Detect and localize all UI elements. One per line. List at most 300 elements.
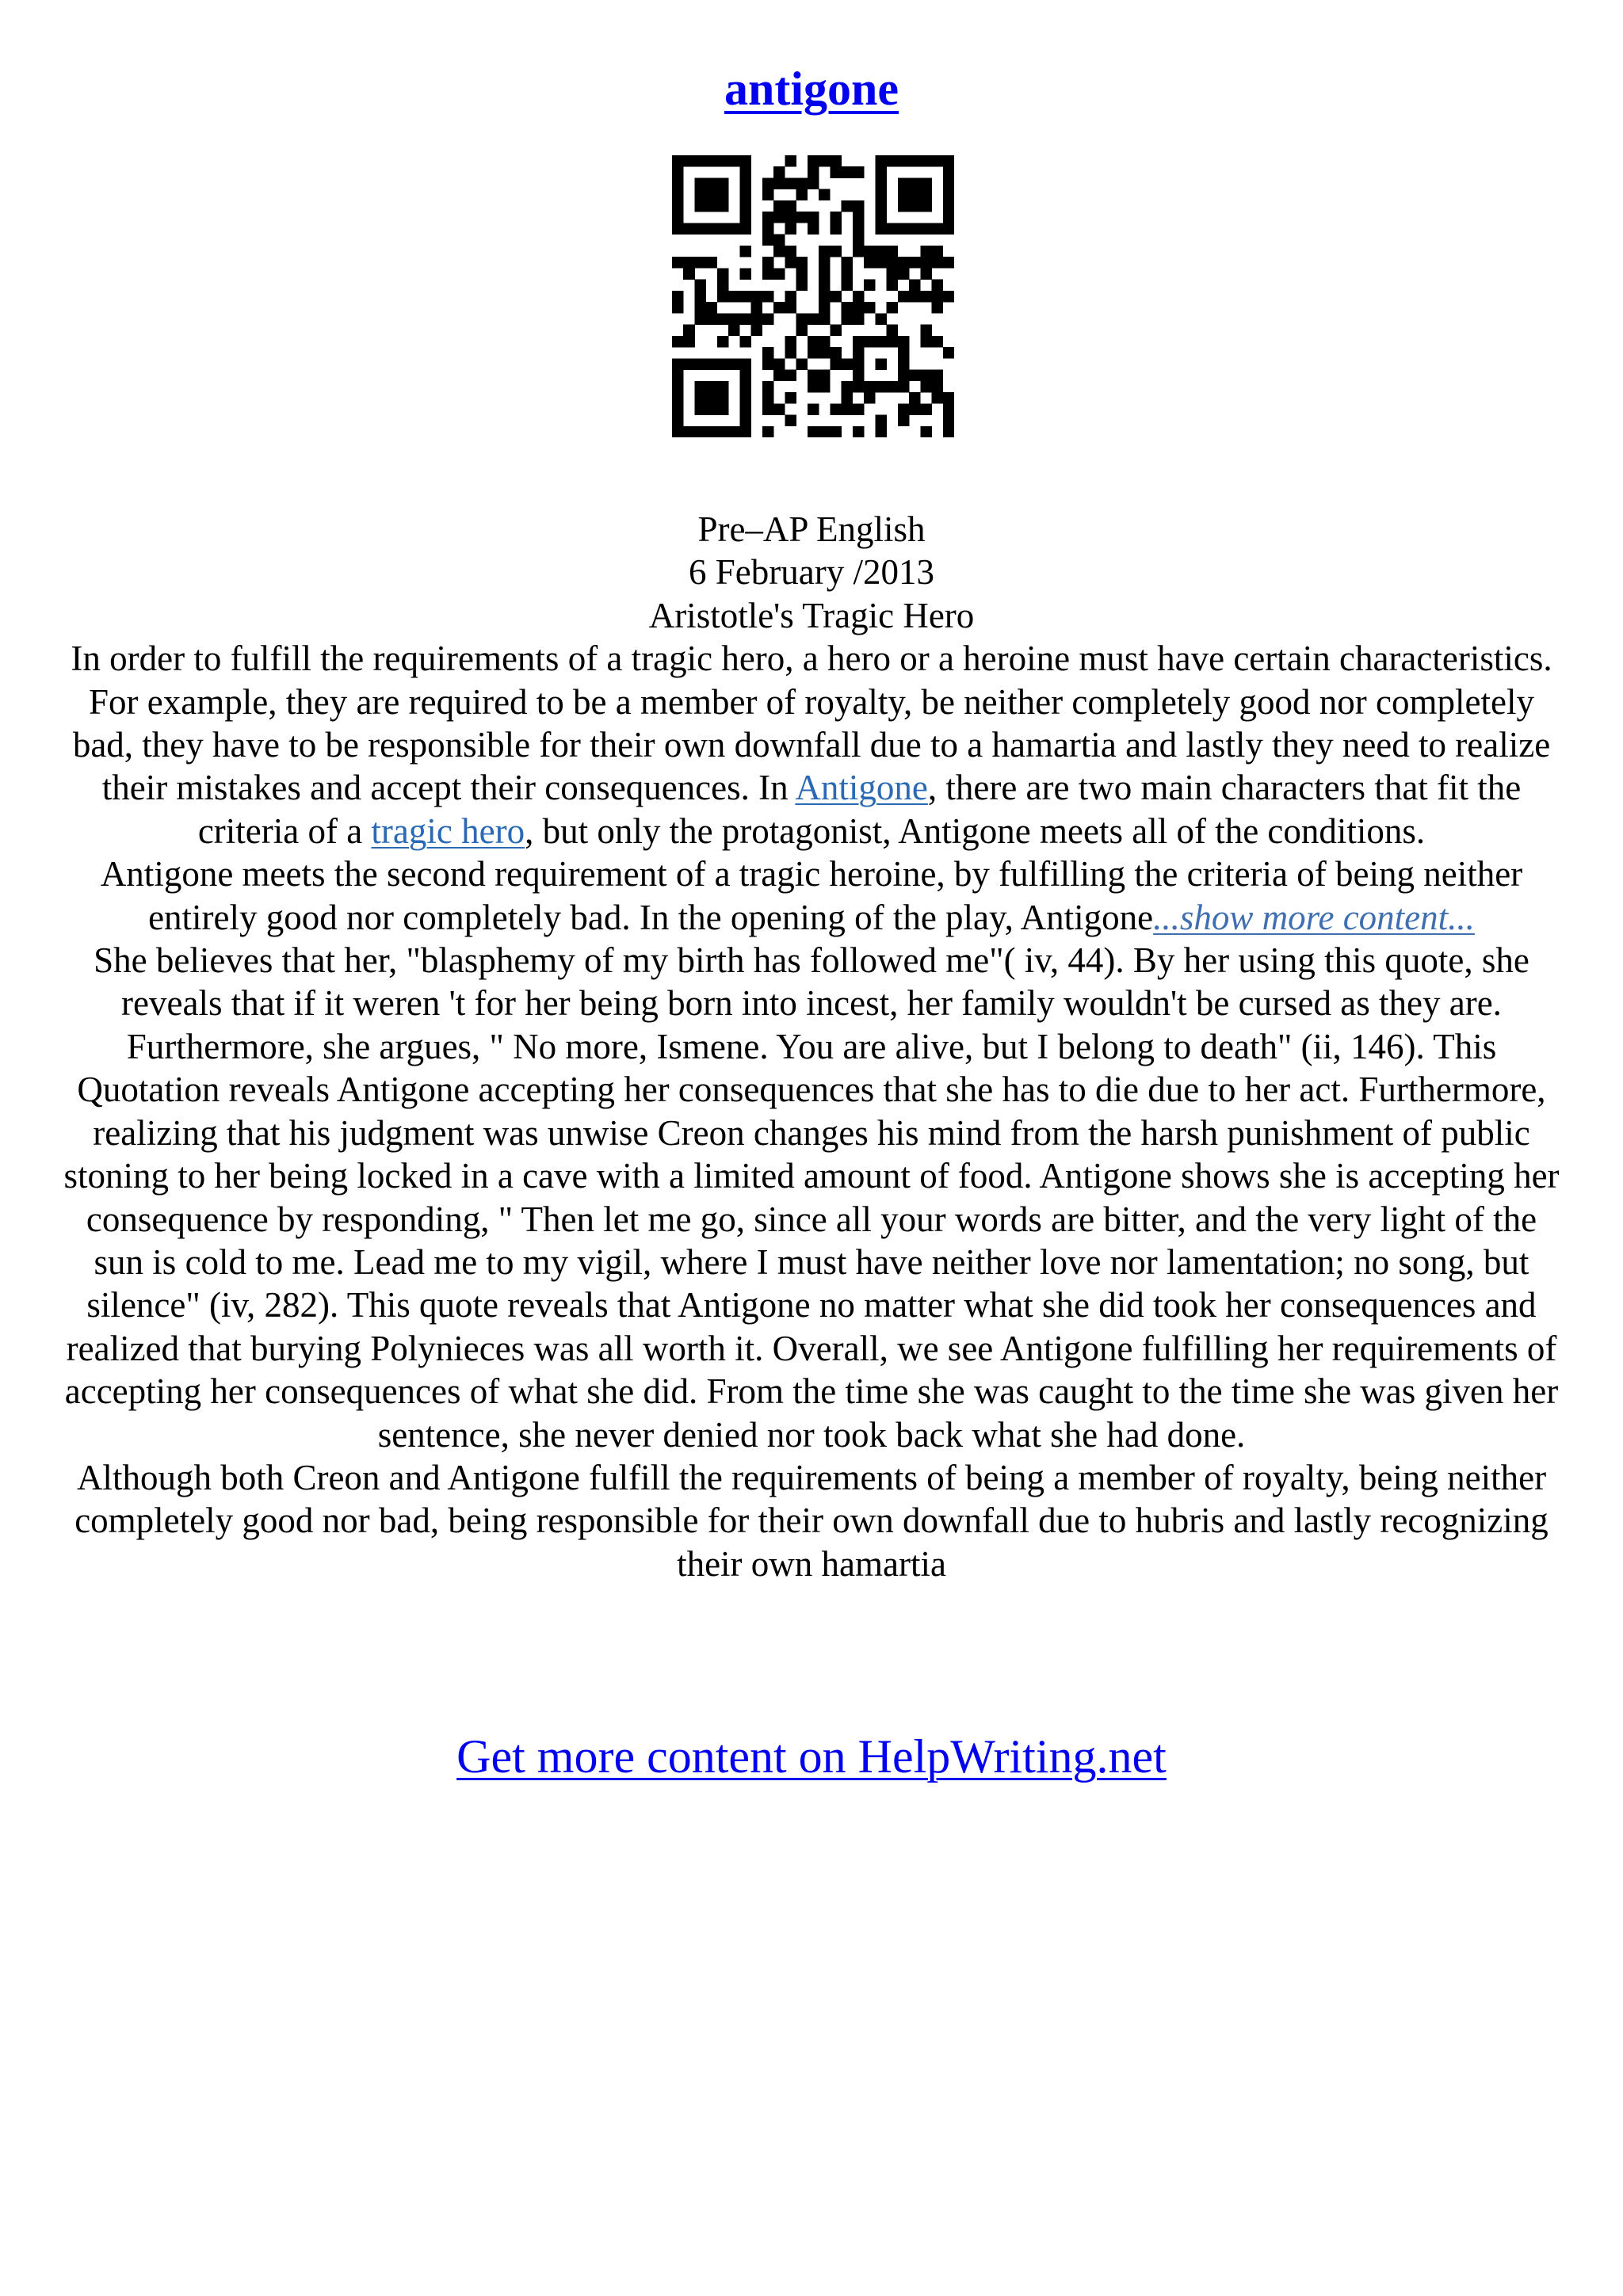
qr-module — [785, 291, 796, 303]
qr-module — [762, 189, 774, 201]
qr-module — [717, 268, 729, 280]
essay-heading: Aristotle's Tragic Hero — [648, 595, 975, 635]
qr-module — [875, 358, 887, 370]
qr-module — [819, 347, 831, 359]
qr-module — [898, 336, 910, 348]
qr-module — [796, 189, 808, 201]
qr-module — [672, 189, 684, 201]
qr-module — [796, 325, 808, 337]
qr-module — [672, 426, 684, 437]
qr-module — [672, 257, 684, 269]
qr-module — [739, 155, 751, 167]
qr-module — [672, 336, 684, 348]
qr-module — [932, 336, 944, 348]
qr-module — [728, 155, 740, 167]
qr-module — [887, 336, 899, 348]
qr-module — [898, 268, 910, 280]
qr-module — [887, 280, 899, 292]
qr-module — [773, 200, 785, 212]
qr-module — [920, 370, 932, 382]
qr-module — [943, 177, 954, 189]
qr-module — [773, 268, 785, 280]
qr-module — [943, 166, 954, 178]
qr-module — [672, 155, 684, 167]
qr-module — [909, 403, 921, 415]
qr-module — [739, 291, 751, 303]
qr-module — [943, 257, 954, 269]
qr-module — [830, 403, 842, 415]
qr-module — [909, 155, 921, 167]
qr-module — [920, 325, 932, 337]
qr-module — [909, 177, 921, 189]
title-link[interactable]: antigone — [724, 63, 899, 115]
qr-module — [739, 392, 751, 404]
qr-module — [875, 200, 887, 212]
qr-module — [898, 291, 910, 303]
qr-module — [796, 358, 808, 370]
qr-module — [739, 336, 751, 348]
qr-module — [751, 302, 763, 314]
qr-module — [773, 403, 785, 415]
qr-module — [909, 392, 921, 404]
course-line: Pre–AP English — [697, 509, 926, 549]
qr-module — [706, 313, 718, 325]
qr-module — [875, 177, 887, 189]
paragraph-2-continued: She believes that her, "blasphemy of my birth has followed me"( iv, 44). By her using this quote, she reveals that if it weren 't for her being born into incest, her family wouldn't be cursed as they are. Furthermore, she argues, " No more, Ismene. You are alive, but I belong to death" (ii, 146). This Quotation reveals Antigone accepting her consequences that she has to die due to her act. Furthermore, realizing that his judgment was unwise Creon changes his mind from the harsh punishment of public stoning to her being locked in a cave with a limited amount of food. Antigone shows she is accepting her consequence by responding, " Then let me go, since all your words are bitter, and the very light of the sun is cold to me. Lead me to my vigil, where I must have neither love nor lamentation; no song, but silence" (iv, 282). This quote reveals that Antigone no matter what she did took her consequences and realized that burying Polynieces was all worth it. Overall, we see Antigone fulfilling her requirements of accepting her consequences of what she did. From the time she was caught to the time she was given her sentence, she never denied nor took back what she had done. — [63, 940, 1560, 1455]
qr-module — [830, 358, 842, 370]
qr-module — [706, 223, 718, 235]
qr-module — [808, 426, 819, 437]
qr-module — [728, 426, 740, 437]
qr-module — [773, 358, 785, 370]
qr-module — [717, 426, 729, 437]
qr-module — [683, 155, 695, 167]
qr-module — [898, 403, 910, 415]
qr-module — [739, 223, 751, 235]
qr-module — [717, 392, 729, 404]
qr-module — [728, 358, 740, 370]
qr-module — [739, 268, 751, 280]
qr-module — [842, 268, 854, 280]
qr-module — [739, 313, 751, 325]
qr-module — [830, 166, 842, 178]
qr-module — [830, 223, 842, 235]
qr-module — [943, 415, 954, 427]
qr-module — [920, 291, 932, 303]
footer — [0, 1727, 1623, 1786]
qr-module — [864, 336, 876, 348]
qr-module — [853, 336, 865, 348]
qr-module — [842, 381, 854, 393]
qr-module — [932, 291, 944, 303]
qr-module — [943, 155, 954, 167]
qr-module — [875, 223, 887, 235]
qr-module — [932, 155, 944, 167]
qr-module — [819, 155, 831, 167]
qr-module — [864, 302, 876, 314]
qr-module — [728, 223, 740, 235]
paragraph-1 — [60, 637, 1563, 852]
qr-module — [875, 155, 887, 167]
qr-module — [875, 336, 887, 348]
qr-module — [898, 177, 910, 189]
qr-module — [875, 313, 887, 325]
qr-module — [920, 177, 932, 189]
qr-module — [739, 189, 751, 201]
qr-module — [853, 370, 865, 382]
qr-module — [672, 381, 684, 393]
qr-module — [819, 302, 831, 314]
date-line: 6 February /2013 — [689, 552, 934, 593]
paragraph-1-text-c: , but only the protagonist, Antigone meets all of the conditions. — [525, 810, 1426, 851]
qr-code-graphic — [672, 155, 954, 437]
qr-module — [773, 177, 785, 189]
qr-module — [683, 336, 695, 348]
qr-module — [864, 381, 876, 393]
qr-module — [706, 302, 718, 314]
qr-module — [853, 235, 865, 246]
qr-module — [887, 268, 899, 280]
qr-module — [887, 257, 899, 269]
qr-module — [739, 200, 751, 212]
qr-module — [762, 257, 774, 269]
qr-module — [898, 155, 910, 167]
qr-module — [842, 302, 854, 314]
qr-module — [739, 403, 751, 415]
qr-module — [672, 370, 684, 382]
qr-module — [853, 302, 865, 314]
qr-module — [739, 426, 751, 437]
qr-module — [683, 426, 695, 437]
qr-module — [853, 381, 865, 393]
qr-module — [773, 246, 785, 257]
qr-module — [706, 257, 718, 269]
qr-module — [796, 177, 808, 189]
qr-module — [773, 235, 785, 246]
qr-module — [830, 212, 842, 223]
qr-module — [796, 212, 808, 223]
qr-module — [853, 358, 865, 370]
qr-module — [717, 403, 729, 415]
qr-module — [751, 291, 763, 303]
qr-module — [932, 223, 944, 235]
qr-module — [717, 155, 729, 167]
qr-module — [785, 336, 796, 348]
qr-module — [842, 313, 854, 325]
qr-module — [785, 347, 796, 359]
qr-module — [909, 189, 921, 201]
qr-module — [920, 336, 932, 348]
qr-module — [706, 381, 718, 393]
qr-module — [728, 325, 740, 337]
qr-module — [706, 358, 718, 370]
qr-module — [694, 280, 706, 292]
qr-module — [717, 291, 729, 303]
qr-module — [796, 257, 808, 269]
qr-module — [920, 246, 932, 257]
qr-module — [706, 403, 718, 415]
qr-module — [808, 223, 819, 235]
qr-module — [739, 166, 751, 178]
qr-module — [739, 415, 751, 427]
qr-module — [898, 358, 910, 370]
qr-module — [762, 381, 774, 393]
qr-module — [717, 189, 729, 201]
qr-code-icon — [672, 155, 954, 437]
qr-module — [694, 403, 706, 415]
qr-module — [808, 370, 819, 382]
qr-module — [785, 370, 796, 382]
qr-module — [932, 257, 944, 269]
qr-module — [819, 381, 831, 393]
qr-module — [943, 200, 954, 212]
qr-module — [717, 358, 729, 370]
qr-module — [672, 223, 684, 235]
qr-module — [739, 177, 751, 189]
qr-module — [909, 291, 921, 303]
qr-module — [672, 291, 684, 303]
qr-module — [932, 246, 944, 257]
qr-module — [785, 246, 796, 257]
paragraph-2-text-a: Antigone meets the second requirement of a tragic heroine, by fulfilling the criteria of being neither entirely good nor completely bad. In the opening of the play, Antigone — [100, 854, 1523, 937]
qr-module — [672, 302, 684, 314]
qr-module — [694, 257, 706, 269]
qr-module — [717, 280, 729, 292]
qr-module — [785, 212, 796, 223]
qr-module — [842, 358, 854, 370]
qr-module — [887, 381, 899, 393]
qr-module — [739, 381, 751, 393]
qr-module — [853, 223, 865, 235]
qr-module — [796, 313, 808, 325]
show-more-link[interactable]: ...show more content... — [1153, 897, 1475, 937]
qr-module — [853, 313, 865, 325]
qr-module — [920, 223, 932, 235]
qr-module — [762, 268, 774, 280]
paragraph-1-text-b: , there are two main characters that fit the criteria of a — [197, 768, 1522, 851]
qr-module — [830, 325, 842, 337]
qr-module — [808, 166, 819, 178]
qr-module — [898, 381, 910, 393]
qr-module — [706, 155, 718, 167]
qr-module — [920, 426, 932, 437]
qr-module — [683, 268, 695, 280]
qr-module — [932, 392, 944, 404]
qr-module — [932, 302, 944, 314]
qr-module — [842, 257, 854, 269]
qr-module — [853, 291, 865, 303]
qr-module — [898, 200, 910, 212]
qr-module — [694, 189, 706, 201]
qr-module — [808, 313, 819, 325]
qr-module — [808, 155, 819, 167]
qr-module — [717, 177, 729, 189]
qr-module — [739, 212, 751, 223]
qr-module — [694, 177, 706, 189]
qr-module — [864, 280, 876, 292]
qr-module — [943, 392, 954, 404]
qr-module — [920, 155, 932, 167]
qr-module — [875, 381, 887, 393]
qr-module — [694, 155, 706, 167]
qr-module — [796, 268, 808, 280]
qr-module — [796, 280, 808, 292]
qr-module — [694, 200, 706, 212]
qr-module — [909, 257, 921, 269]
qr-module — [751, 325, 763, 337]
qr-module — [830, 155, 842, 167]
qr-module — [943, 426, 954, 437]
qr-module — [694, 381, 706, 393]
qr-module — [808, 177, 819, 189]
paragraph-3: Although both Creon and Antigone fulfill the requirements of being a member of royalty, being neither completely good nor bad, being responsible for their own downfall due to hubris and lastly recognizing their own hamartia — [74, 1457, 1549, 1584]
qr-module — [920, 200, 932, 212]
qr-module — [819, 189, 831, 201]
essay-body — [60, 508, 1563, 1585]
qr-module — [853, 426, 865, 437]
qr-module — [739, 370, 751, 382]
qr-module — [808, 381, 819, 393]
qr-module — [920, 403, 932, 415]
qr-module — [875, 166, 887, 178]
qr-module — [853, 166, 865, 178]
qr-module — [672, 200, 684, 212]
qr-module — [808, 212, 819, 223]
qr-module — [830, 246, 842, 257]
qr-module — [819, 257, 831, 269]
qr-module — [898, 223, 910, 235]
qr-module — [842, 403, 854, 415]
qr-module — [751, 313, 763, 325]
antigone-link[interactable]: Antigone — [795, 768, 928, 808]
qr-module — [683, 223, 695, 235]
qr-module — [830, 347, 842, 359]
qr-module — [819, 313, 831, 325]
qr-module — [672, 212, 684, 223]
qr-module — [932, 370, 944, 382]
qr-module — [739, 358, 751, 370]
qr-module — [898, 189, 910, 201]
qr-module — [683, 358, 695, 370]
qr-module — [898, 415, 910, 427]
qr-module — [762, 392, 774, 404]
qr-module — [909, 223, 921, 235]
qr-module — [762, 347, 774, 359]
qr-module — [694, 426, 706, 437]
qr-module — [909, 280, 921, 292]
qr-module — [853, 200, 865, 212]
tragic-hero-link[interactable]: tragic hero — [371, 810, 525, 851]
qr-module — [785, 415, 796, 427]
qr-module — [853, 246, 865, 257]
qr-module — [943, 223, 954, 235]
qr-module — [773, 166, 785, 178]
qr-module — [762, 177, 774, 189]
qr-module — [672, 415, 684, 427]
qr-module — [694, 392, 706, 404]
qr-module — [819, 280, 831, 292]
qr-module — [898, 347, 910, 359]
qr-module — [920, 268, 932, 280]
qr-module — [842, 280, 854, 292]
qr-module — [943, 189, 954, 201]
qr-module — [672, 177, 684, 189]
qr-module — [943, 212, 954, 223]
qr-module — [887, 223, 899, 235]
qr-module — [875, 257, 887, 269]
qr-module — [683, 325, 695, 337]
qr-module — [785, 392, 796, 404]
qr-module — [864, 257, 876, 269]
qr-module — [717, 200, 729, 212]
qr-module — [773, 370, 785, 382]
qr-module — [920, 381, 932, 393]
qr-module — [853, 212, 865, 223]
qr-module — [842, 166, 854, 178]
qr-module — [943, 291, 954, 303]
qr-module — [683, 257, 695, 269]
qr-module — [717, 336, 729, 348]
qr-module — [943, 347, 954, 359]
qr-module — [819, 268, 831, 280]
qr-module — [706, 392, 718, 404]
qr-module — [785, 302, 796, 314]
qr-module — [932, 280, 944, 292]
qr-module — [717, 313, 729, 325]
qr-module — [785, 155, 796, 167]
qr-module — [842, 392, 854, 404]
qr-module — [920, 189, 932, 201]
qr-module — [694, 291, 706, 303]
qr-module — [887, 302, 899, 314]
qr-module — [762, 223, 774, 235]
qr-module — [762, 313, 774, 325]
qr-module — [706, 200, 718, 212]
get-more-content-link[interactable]: Get more content on HelpWriting.net — [456, 1730, 1167, 1783]
qr-module — [785, 177, 796, 189]
qr-module — [887, 155, 899, 167]
qr-module — [875, 415, 887, 427]
qr-module — [706, 189, 718, 201]
qr-module — [819, 426, 831, 437]
qr-module — [819, 336, 831, 348]
qr-module — [762, 291, 774, 303]
qr-module — [830, 426, 842, 437]
qr-module — [706, 426, 718, 437]
qr-module — [920, 257, 932, 269]
qr-module — [875, 426, 887, 437]
qr-module — [785, 223, 796, 235]
qr-module — [853, 347, 865, 359]
qr-module — [808, 403, 819, 415]
qr-module — [853, 403, 865, 415]
qr-module — [762, 358, 774, 370]
qr-module — [773, 212, 785, 223]
paragraph-2 — [60, 852, 1563, 939]
qr-module — [694, 358, 706, 370]
qr-module — [785, 200, 796, 212]
qr-module — [887, 325, 899, 337]
qr-module — [909, 200, 921, 212]
qr-module — [808, 336, 819, 348]
qr-module — [762, 403, 774, 415]
qr-module — [762, 426, 774, 437]
qr-module — [819, 291, 831, 303]
qr-module — [773, 302, 785, 314]
qr-module — [864, 246, 876, 257]
paragraph-1-text-a: In order to fulfill the requirements of a tragic hero, a hero or a heroine must have certain characteristics. For example, they are required to be a member of royalty, be neither completely good nor completely bad, they have to be responsible for their own downfall due to a hamartia and lastly they need to realize their mistakes and accept their consequences. In — [71, 639, 1552, 808]
qr-module — [864, 392, 876, 404]
